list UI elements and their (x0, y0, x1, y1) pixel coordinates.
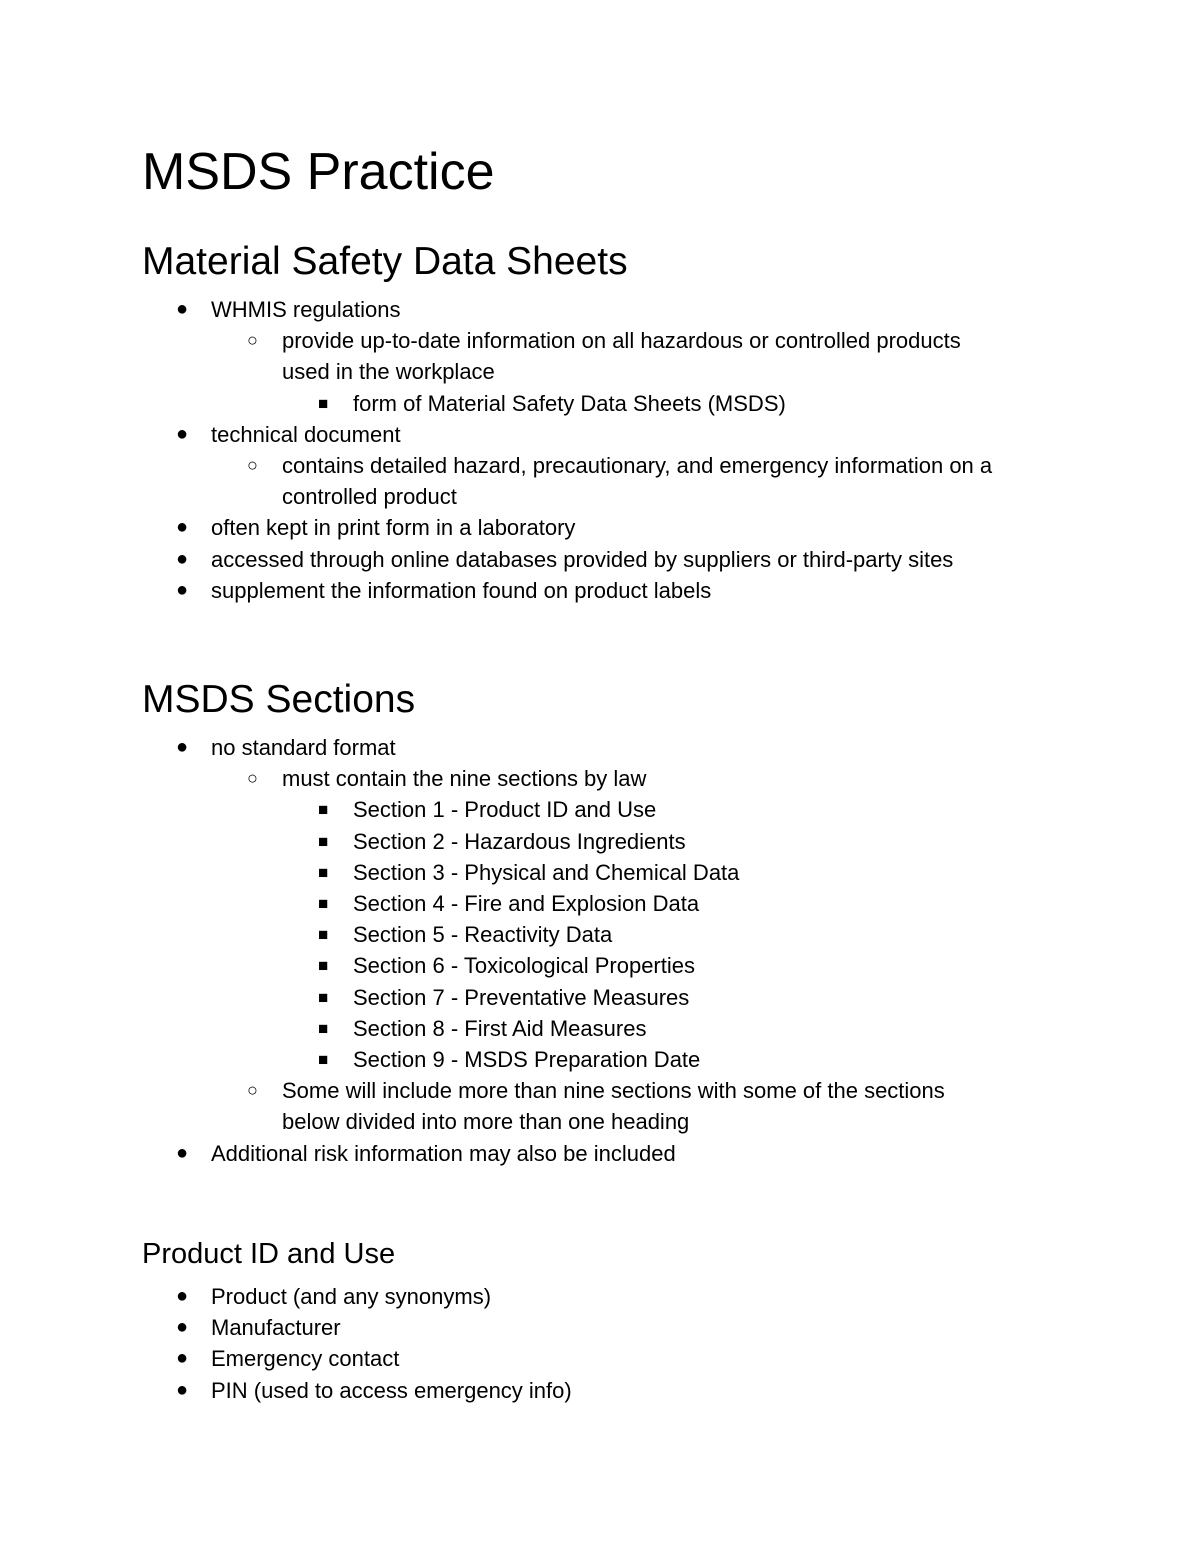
list-item: ○ Some will include more than nine sections with some of the sections (0, 1075, 945, 1106)
bullet-circle-icon: ○ (247, 1080, 258, 1101)
list-item: ● no standard format (0, 732, 945, 763)
list-item: ■ Section 3 - Physical and Chemical Data (0, 857, 945, 888)
list-item: ● Product (and any synonyms) (0, 1281, 572, 1312)
bullet-square-icon: ■ (318, 894, 329, 914)
bullet-square-icon: ■ (318, 956, 329, 976)
bullet-disc-icon: ● (176, 1141, 189, 1164)
bullet-disc-icon: ● (176, 736, 189, 758)
list-item: ● Manufacturer (0, 1312, 572, 1343)
list-item: ● Additional risk information may also be included (0, 1138, 945, 1169)
msds-sections-list (0, 732, 945, 1169)
list-item-continuation: below divided into more than one heading (282, 1109, 690, 1135)
list-item: ■ form of Material Safety Data Sheets (MSDS) (0, 388, 992, 419)
list-item: ○ contains detailed hazard, precautionary, and emergency information on a (0, 450, 992, 481)
list-item: ● WHMIS regulations (0, 294, 992, 325)
bullet-disc-icon: ● (176, 516, 189, 539)
bullet-square-icon: ■ (318, 1050, 329, 1070)
bullet-disc-icon: ● (176, 1285, 189, 1307)
list-item: ■ Section 9 - MSDS Preparation Date (0, 1044, 945, 1075)
list-item: ■ Section 2 - Hazardous Ingredients (0, 826, 945, 857)
section-heading-material-safety-data-sheets: Material Safety Data Sheets (142, 240, 628, 283)
product-id-list (0, 1281, 572, 1406)
bullet-square-icon: ■ (318, 925, 329, 945)
list-item: ○ must contain the nine sections by law (0, 763, 945, 794)
list-item: ■ Section 5 - Reactivity Data (0, 919, 945, 950)
bullet-disc-icon: ● (176, 1378, 189, 1401)
list-item: ■ Section 4 - Fire and Explosion Data (0, 888, 945, 919)
bullet-disc-icon: ● (176, 422, 189, 445)
list-item: ● technical document (0, 419, 992, 450)
bullet-square-icon: ■ (318, 800, 329, 820)
section-heading-msds-sections: MSDS Sections (142, 678, 416, 721)
list-item: ○ provide up-to-date information on all hazardous or controlled products (0, 325, 992, 356)
bullet-disc-icon: ● (176, 547, 189, 570)
bullet-circle-icon: ○ (247, 768, 258, 789)
list-item: ● supplement the information found on product labels (0, 575, 992, 606)
list-item-continuation: used in the workplace (282, 359, 495, 385)
list-item: ● often kept in print form in a laboratory (0, 512, 992, 543)
bullet-disc-icon: ● (176, 298, 189, 320)
bullet-square-icon: ■ (318, 987, 329, 1007)
bullet-square-icon: ■ (318, 831, 329, 851)
section-heading-product-id-and-use: Product ID and Use (142, 1238, 396, 1270)
list-item: ■ Section 7 - Preventative Measures (0, 982, 945, 1013)
list-item: ■ Section 1 - Product ID and Use (0, 794, 945, 825)
bullet-square-icon: ■ (318, 1018, 329, 1038)
document-title: MSDS Practice (142, 143, 495, 201)
bullet-square-icon: ■ (318, 393, 329, 413)
bullet-disc-icon: ● (176, 1347, 189, 1370)
list-item: ■ Section 6 - Toxicological Properties (0, 950, 945, 981)
bullet-circle-icon: ○ (247, 455, 258, 476)
bullet-disc-icon: ● (176, 578, 189, 601)
bullet-circle-icon: ○ (247, 330, 258, 351)
list-item: ■ Section 8 - First Aid Measures (0, 1013, 945, 1044)
bullet-disc-icon: ● (176, 1316, 189, 1339)
list-item: ● PIN (used to access emergency info) (0, 1375, 572, 1406)
bullet-square-icon: ■ (318, 862, 329, 882)
material-safety-list (0, 294, 992, 606)
list-item: ● Emergency contact (0, 1343, 572, 1374)
list-item-continuation: controlled product (282, 484, 457, 510)
list-item: ● accessed through online databases provided by suppliers or third-party sites (0, 544, 992, 575)
